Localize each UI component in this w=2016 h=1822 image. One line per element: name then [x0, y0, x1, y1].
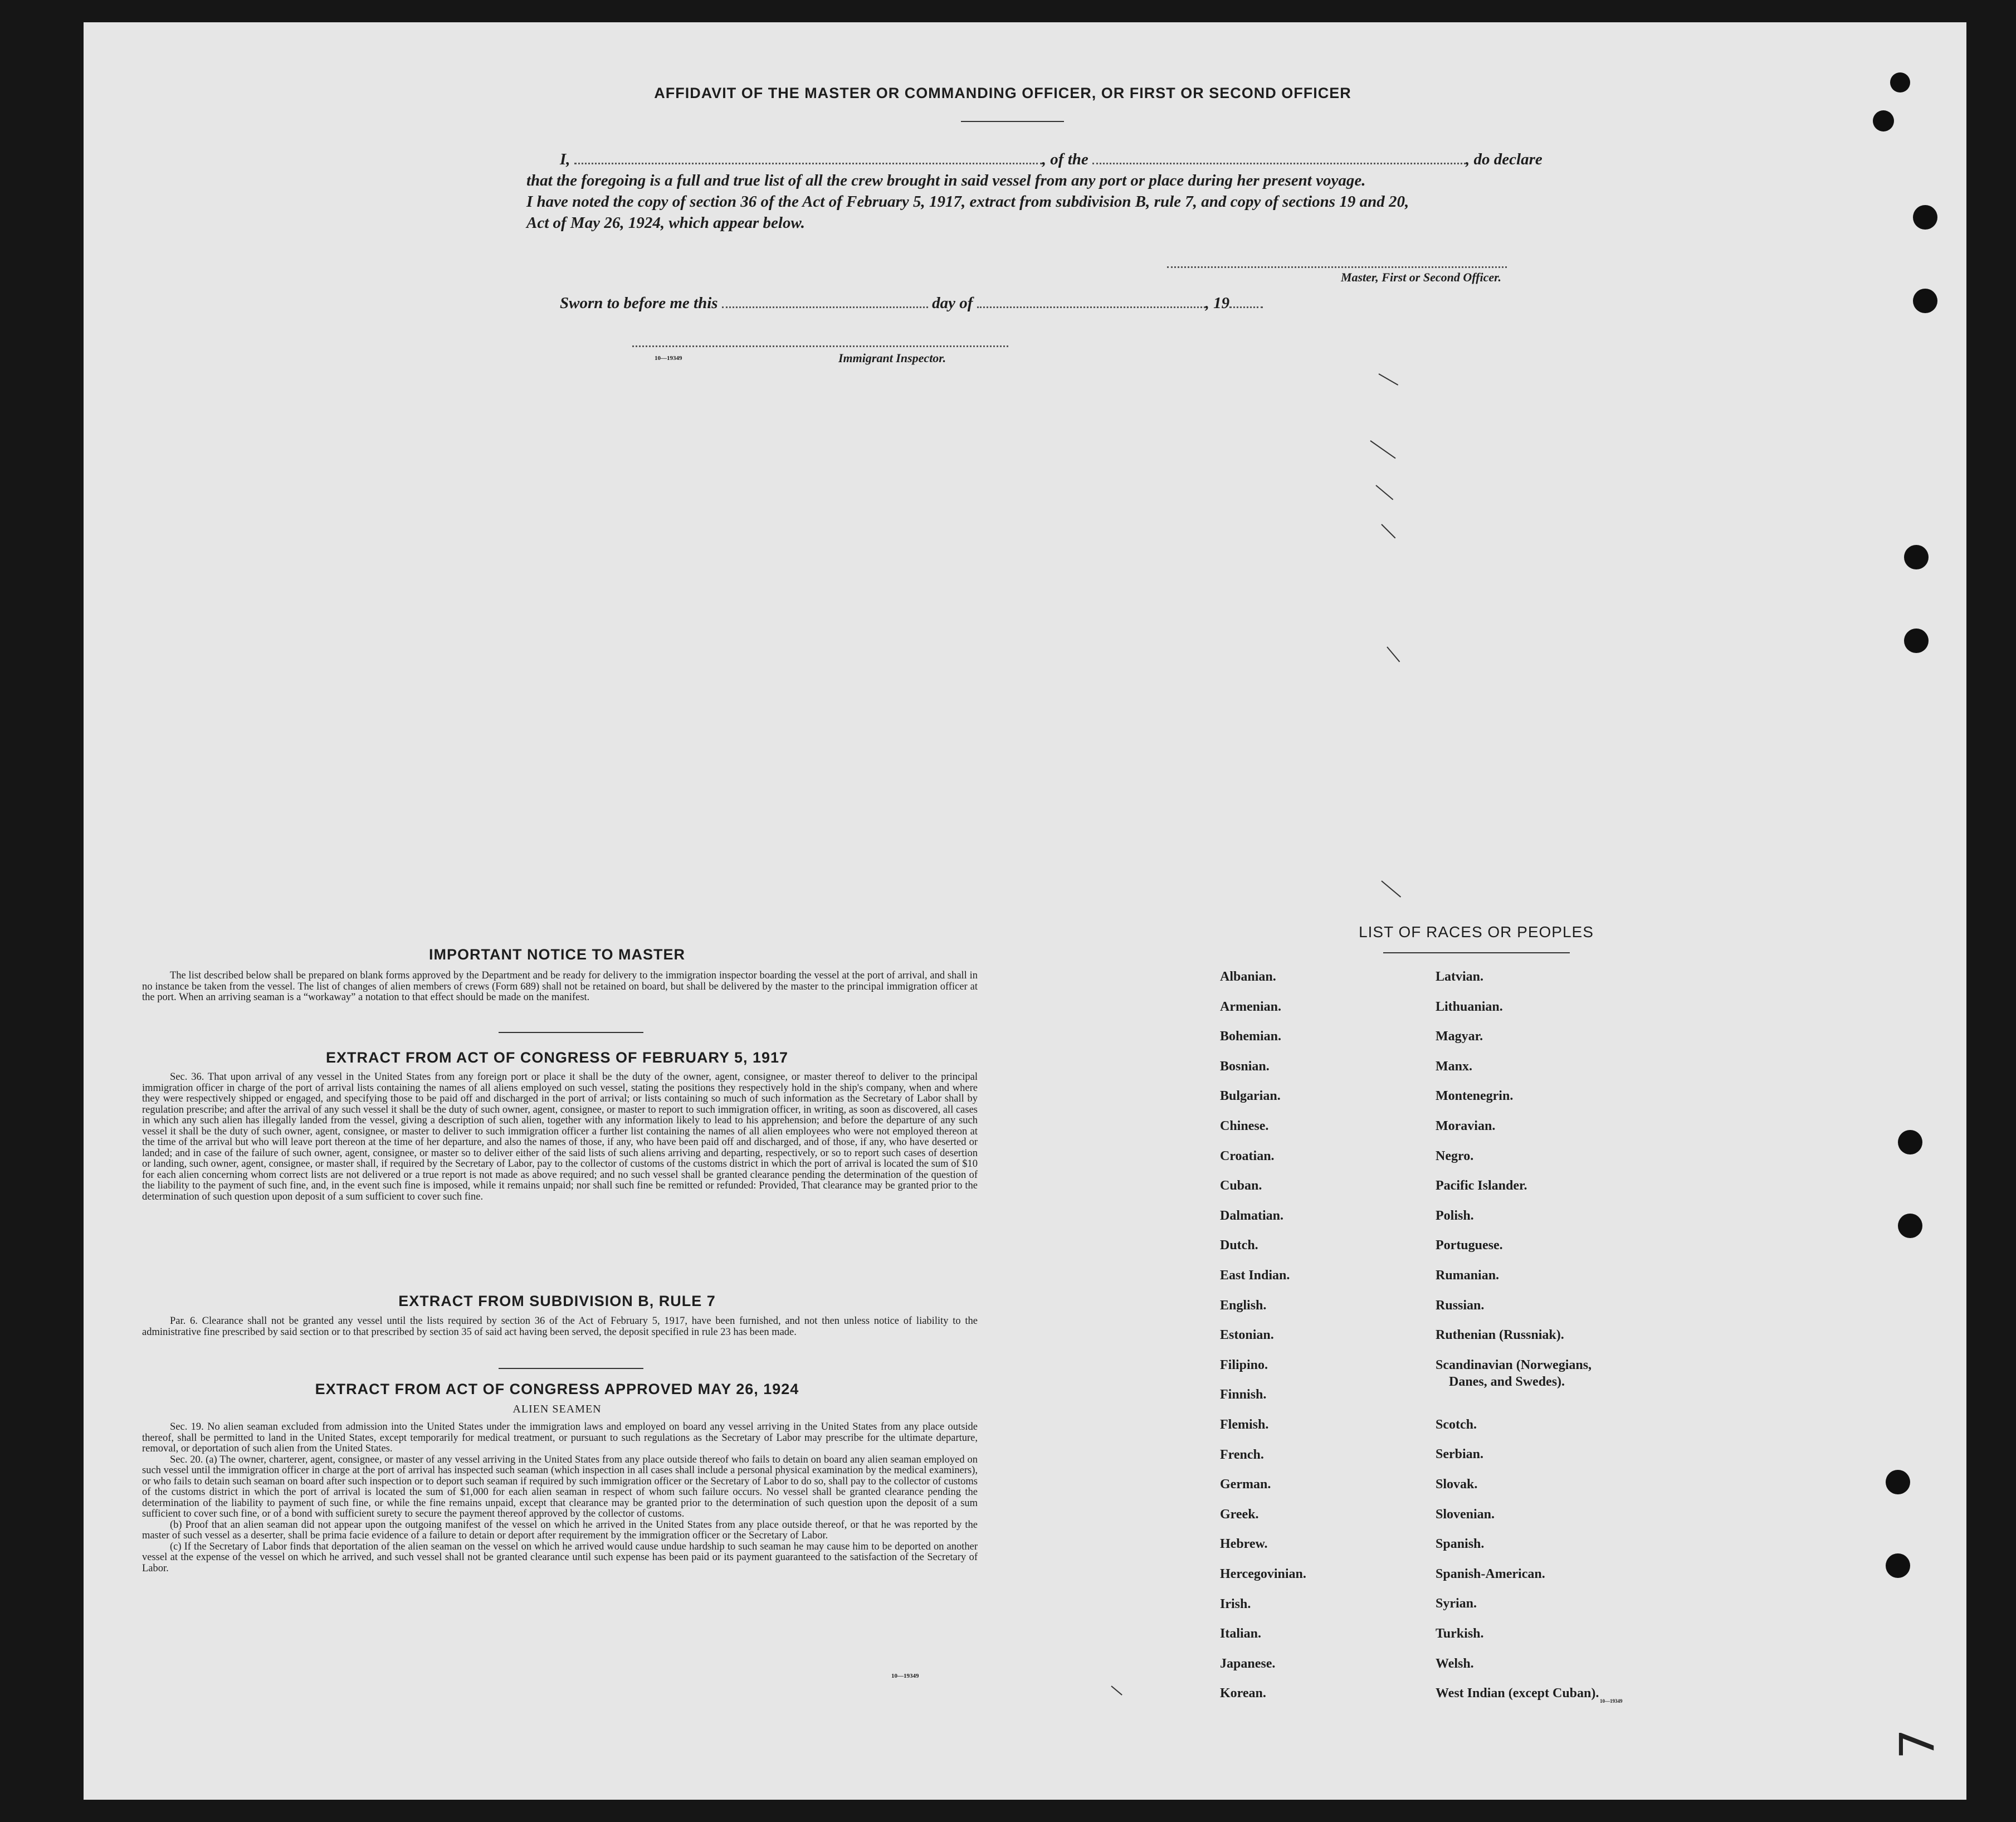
race-item: Greek.: [1220, 1507, 1259, 1522]
stray-mark: [1375, 485, 1393, 500]
vessel-name-field[interactable]: [1092, 162, 1466, 164]
stray-mark: [1111, 1685, 1122, 1696]
race-item: Japanese.: [1220, 1656, 1276, 1671]
sworn-text: Sworn to before me this: [560, 294, 718, 312]
sec20a-text: Sec. 20. (a) The owner, charterer, agent, consignee, or master of any vessel arriving in the United States from any place outside thereof who fails to detain on board any alien seaman employed on such vessel until the immigration officer in charge at the port of arrival has inspected such seaman (which inspection in all cases shall include a personal physical examination by the medical examiners), or who fails to detain such seaman on board after such inspection or to deport such seaman if required by such immigration officer or the Secretary of Labor to do so, shall pay to the collector of customs of the customs district in which the port of arrival is located the sum of $1,000 for each alien seaman in respect of whom such failure occurs. No vessel shall be granted clearance pending the determination of the liability to payment of such fine, or while the fine remains unpaid, except that clearance may be granted prior to the determination of such question upon the deposit of a sum sufficient to cover such fine, or of a bond with sufficient surety to secure the payment thereof approved by the collector of customs.: [142, 1454, 978, 1519]
race-item: Filipino.: [1220, 1357, 1268, 1372]
race-item: Estonian.: [1220, 1328, 1274, 1343]
sworn-line: [526, 293, 1263, 314]
affidavit-of-the: , of the: [1042, 150, 1088, 168]
extract-1924-subtitle: ALIEN SEAMEN: [512, 1403, 602, 1415]
race-item: Latvian.: [1436, 970, 1484, 984]
race-item: Lithuanian.: [1436, 999, 1503, 1014]
sworn-year-field[interactable]: [1229, 306, 1263, 308]
race-item: Scotch.: [1436, 1417, 1477, 1432]
extract-1924-title: EXTRACT FROM ACT OF CONGRESS APPROVED MAY 26, 1924: [315, 1381, 799, 1397]
race-item: Bohemian.: [1220, 1029, 1282, 1044]
race-item: Negro.: [1436, 1148, 1474, 1163]
races-divider: [1383, 952, 1570, 953]
extract-1924-sections: [142, 1422, 978, 1574]
stray-mark: [1370, 440, 1395, 459]
master-signature-label: Master, First or Second Officer.: [1340, 270, 1501, 284]
stray-mark: [1379, 373, 1399, 386]
race-item: Slovak.: [1436, 1477, 1478, 1492]
master-signature-field[interactable]: [1167, 266, 1507, 268]
race-item: Scandinavian (Norwegians, Danes, and Swedes).: [1436, 1357, 1592, 1389]
race-item: Korean.: [1220, 1686, 1266, 1701]
race-item: Ruthenian (Russniak).: [1436, 1328, 1564, 1343]
sworn-day-field[interactable]: [722, 306, 928, 308]
extract-1917-text: Sec. 36. That upon arrival of any vessel in the United States from any foreign port or place it shall be the duty of the owner, agent, consignee, or master thereof to deliver to the principal immigration officer in charge of the port of arrival lists containing the names of all aliens employed on such vessel, stating the positions they respectively hold in the ship's company, when and where they were respectively shipped or engaged, and specifying those to be paid off and discharged in the port of arrival; or lists containing so much of such information as the Secretary of Labor shall by regulation prescribe; and after the arrival of any such vessel it shall be the duty of such owner, agent, consignee, or master to report to such immigration officer, in writing, as soon as discovered, all cases in which any such alien has illegally landed from the vessel, giving a description of such alien, together with any information likely to lead to his apprehension; and before the departure of any such vessel it shall be the duty of such owner, agent, consignee, or master to deliver to such immigration officer a further list containing the names of all alien employees who were not employed thereon at the time of the arrival but who will leave port thereon at the time of her departure, and also the names of those, if any, who have been paid off and discharged, and of those, if any, who have deserted or landed; and in case of the failure of such owner, agent, consignee, or master so to deliver either of the said lists of such aliens arriving and departing, respectively, or so to report such cases of desertion or landing, such owner, agent, consignee, or master shall, if required by the Secretary of Labor, pay to the collector of customs of the customs district in which the port of arrival is located the sum of $10 for each alien concerning whom correct lists are not delivered or a true report is not made as above required; and no such vessel shall be granted clearance pending the determination of the question of the liability to the payment of such fine, and, in the event such fine is imposed, while it remains unpaid; nor shall such fine be remitted or refunded: Provided, That clearance may be granted prior to the determination of such question upon deposit of a sum sufficient to cover such fine.: [142, 1071, 978, 1202]
race-item: Rumanian.: [1436, 1268, 1500, 1283]
affidavit-i: I,: [560, 150, 570, 168]
sworn-month-field[interactable]: [977, 306, 1205, 308]
race-item: Pacific Islander.: [1436, 1178, 1527, 1193]
rule7-divider: [499, 1368, 643, 1369]
notice-title: IMPORTANT NOTICE TO MASTER: [429, 946, 685, 963]
race-item: Bulgarian.: [1220, 1089, 1281, 1104]
affidavit-line-1: [526, 149, 1618, 170]
affidavit-line-4: Act of May 26, 1924, which appear below.: [526, 214, 805, 232]
extract-1917-title: EXTRACT FROM ACT OF CONGRESS OF FEBRUARY 5, 1917: [325, 1049, 789, 1066]
stray-mark: [1387, 646, 1400, 662]
race-item: Croatian.: [1220, 1148, 1275, 1163]
race-item: Manx.: [1436, 1059, 1472, 1074]
race-item: East Indian.: [1220, 1268, 1290, 1283]
race-item: Slovenian.: [1436, 1507, 1495, 1522]
affidavit-body: [526, 149, 1618, 233]
race-item: Turkish.: [1436, 1626, 1484, 1641]
binder-hole: [1913, 289, 1937, 313]
race-item: West Indian (except Cuban).: [1436, 1686, 1599, 1701]
binder-hole: [1873, 110, 1894, 131]
races-title: LIST OF RACES OR PEOPLES: [1359, 923, 1594, 941]
race-item: Armenian.: [1220, 999, 1281, 1014]
inspector-signature-field[interactable]: [632, 345, 1008, 347]
race-item: Hebrew.: [1220, 1537, 1268, 1552]
race-item: Spanish-American.: [1436, 1566, 1545, 1581]
race-item: Dalmatian.: [1220, 1208, 1283, 1223]
race-item: German.: [1220, 1477, 1271, 1492]
race-item: Italian.: [1220, 1626, 1262, 1641]
notice-divider: [499, 1032, 643, 1033]
extract-rule7-title: EXTRACT FROM SUBDIVISION B, RULE 7: [398, 1293, 716, 1309]
race-item: English.: [1220, 1298, 1267, 1313]
binder-hole: [1898, 1130, 1922, 1154]
race-item: Syrian.: [1436, 1596, 1477, 1611]
race-item: Finnish.: [1220, 1387, 1267, 1402]
notice-text: The list described below shall be prepared on blank forms approved by the Department and be ready for delivery to the immigration inspector boarding the vessel at the port of arrival, and shall in no instance be taken from the vessel. The list of changes of alien members of crews (Form 689) shall not be retained on board, but shall be delivered by the master to the principal immigration officer at the port. When an arriving seaman is a “workaway” a notation to that effect should be made on the manifest.: [142, 970, 978, 1003]
extract-form-number: 10—19349: [891, 1673, 919, 1679]
affidavit-line-2: that the foregoing is a full and true list of all the crew brought in said vessel from any port or place during her present voyage.: [526, 172, 1366, 189]
race-item: Montenegrin.: [1436, 1089, 1514, 1104]
race-item: Portuguese.: [1436, 1238, 1503, 1253]
race-item: Moravian.: [1436, 1119, 1496, 1133]
margin-handwritten-mark: 7: [1890, 1728, 1946, 1760]
race-item: Serbian.: [1436, 1447, 1484, 1462]
race-item: Russian.: [1436, 1298, 1485, 1313]
affidavit-title: AFFIDAVIT OF THE MASTER OR COMMANDING OFFICER, OR FIRST OR SECOND OFFICER: [654, 85, 1351, 101]
race-item: Flemish.: [1220, 1417, 1269, 1432]
race-item: Cuban.: [1220, 1178, 1262, 1193]
title-divider: [961, 121, 1064, 122]
race-item: Welsh.: [1436, 1656, 1474, 1671]
binder-hole: [1890, 72, 1910, 92]
binder-hole: [1886, 1553, 1910, 1578]
sworn-year-prefix: , 19: [1205, 294, 1230, 312]
master-name-field[interactable]: [574, 162, 1042, 164]
race-item: Spanish.: [1436, 1537, 1485, 1552]
race-item: Bosnian.: [1220, 1059, 1270, 1074]
binder-hole: [1898, 1214, 1922, 1238]
binder-hole: [1886, 1470, 1910, 1494]
sworn-day-of: day of: [932, 294, 973, 312]
extract-rule7-text: Par. 6. Clearance shall not be granted any vessel until the lists required by section 36 of the Act of February 5, 1917, have been furnished, and not then unless notice of liability to the administrative fine prescribed by said section or to that prescribed by section 35 of said act having been served, the deposit specified in rule 23 has been made.: [142, 1316, 978, 1338]
race-item: Polish.: [1436, 1208, 1474, 1223]
races-form-number: 10—19349: [1600, 1698, 1623, 1704]
binder-hole: [1904, 545, 1929, 569]
binder-hole: [1904, 629, 1929, 653]
stray-mark: [1381, 880, 1401, 897]
race-item: French.: [1220, 1447, 1264, 1462]
affidavit-line-3: I have noted the copy of section 36 of the Act of February 5, 1917, extract from subdivision B, rule 7, and copy of sections 19 and 20,: [526, 193, 1409, 211]
race-item: Chinese.: [1220, 1119, 1269, 1133]
race-item: Hercegovinian.: [1220, 1567, 1306, 1581]
inspector-label: Immigrant Inspector.: [838, 351, 946, 365]
affidavit-do-declare: , do declare: [1466, 150, 1542, 168]
race-item: Dutch.: [1220, 1238, 1258, 1253]
binder-hole: [1913, 205, 1937, 230]
sec20b-text: (b) Proof that an alien seaman did not appear upon the outgoing manifest of the vessel on which he arrived in the United States from any place outside thereof, or that he was reported by the master of such vessel as a deserter, shall be prima facie evidence of a failure to detain or deport after requirement by the immigration officer or the Secretary of Labor.: [142, 1519, 978, 1541]
race-item: Magyar.: [1436, 1029, 1483, 1044]
document-page: [84, 22, 1966, 1800]
sec20c-text: (c) If the Secretary of Labor finds that deportation of the alien seaman on the vessel on which he arrived would cause undue hardship to such seaman he may cause him to be deported on another vessel at the expense of the vessel on which he arrived, and such vessel shall not be granted clearance until such expense has been paid or its payment guaranteed to the satisfaction of the Secretary of Labor.: [142, 1541, 978, 1574]
sec19-text: Sec. 19. No alien seaman excluded from admission into the United States under the immigration laws and employed on board any vessel arriving in the United States from any place outside thereof, shall be permitted to land in the United States, except temporarily for medical treatment, or pursuant to such regulations as the Secretary of Labor may prescribe for the ultimate departure, removal, or deportation of such alien from the United States.: [142, 1421, 978, 1454]
stray-mark: [1381, 524, 1395, 538]
affidavit-form-number: 10—19349: [655, 355, 682, 362]
race-item: Irish.: [1220, 1596, 1251, 1611]
race-item: Albanian.: [1220, 970, 1276, 984]
